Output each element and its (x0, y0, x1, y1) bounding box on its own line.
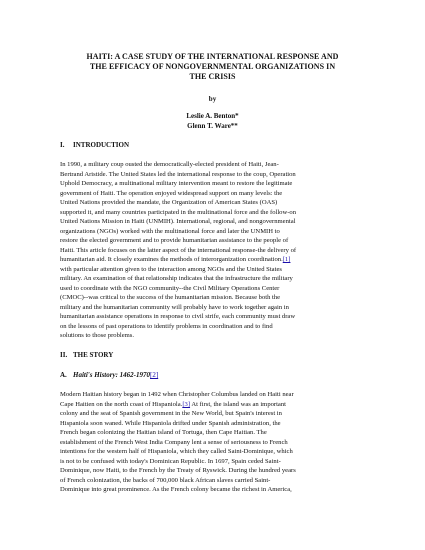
line-text: organizations (NGOs) worked with the multinational force and later the UNMIH to (60, 227, 280, 235)
text-line (60, 236, 370, 246)
line-text: United Nations Mission in Haiti (UNMIH). International, regional, and nongovernmental (60, 218, 296, 225)
line-text: is not to be confused with today's Dominican Republic. In 1697, Spain ceded Saint- (60, 457, 281, 465)
text-line (60, 217, 370, 227)
line-text: Haiti. This article focuses on the latter aspect of the international response-the delivery of (60, 246, 297, 254)
text-line (60, 303, 370, 313)
section-heading-story (60, 351, 113, 360)
text-line (60, 312, 370, 322)
section-number: I. (60, 141, 65, 149)
title-line: HAITI: A CASE STUDY OF THE INTERNATIONAL RESPONSE AND (86, 52, 339, 61)
line-text: United Nations provided the mandate, the Organization of American States (OAS) (60, 199, 278, 206)
intro-paragraph (60, 160, 370, 341)
text-line (60, 400, 370, 410)
line-text: Modern Haitian history began in 1492 when Christopher Columbus landed on Haiti near (60, 391, 294, 398)
story-paragraph (60, 390, 370, 495)
section-number: II. (60, 351, 68, 359)
line-text: restore the elected government and to provide humanitarian assistance to the people of (60, 237, 289, 244)
text-line (60, 284, 370, 294)
text-line (60, 447, 370, 457)
line-text: Hispaniola soon waned. While Hispaniola drifted under Spanish administration, the (60, 419, 281, 427)
text-line (60, 160, 370, 170)
line-text: solutions to those problems. (60, 332, 134, 339)
byline: by (208, 95, 217, 103)
text-line (60, 419, 370, 429)
text-line (60, 293, 370, 303)
text-line (60, 198, 370, 208)
line-text: of French colonization, the backs of 700,000 black African slaves carried Saint- (60, 476, 271, 484)
text-line (60, 227, 370, 237)
footnote-link[interactable]: [3] (182, 400, 191, 408)
text-line (60, 390, 370, 400)
line-text: supported it, and many countries participated in the multinational force and the follow-on (60, 208, 297, 216)
line-text: military. An examination of that relationship indicates that the infrastructure the military (60, 275, 293, 282)
line-text: military and the humanitarian community will probably have to work together again in (60, 303, 289, 311)
footnote-link[interactable]: [2] (150, 371, 159, 379)
text-line (60, 246, 370, 256)
author-name: Leslie A. Benton* (186, 112, 239, 120)
title-line: THE EFFICACY OF NONGOVERNMENTAL ORGANIZATIONS IN (89, 62, 336, 71)
author-name: Glenn T. Ware** (187, 122, 238, 130)
line-text: Uphold Democracy, a multinational military intervention meant to restore the legitimate (60, 180, 293, 187)
text-line (60, 322, 370, 332)
text-line (60, 274, 370, 284)
line-text: colony and the seat of Spanish government in the New World, but Spain's interest in (60, 410, 282, 417)
line-text: establishment of the French West India Company lent a sense of seriousness to French (60, 438, 288, 446)
section-label: THE STORY (73, 351, 114, 359)
subsection-letter: A. (60, 371, 67, 379)
paper-title (40, 52, 385, 82)
text-line (60, 428, 370, 438)
subsection-label: Haiti's History: 1462-1970 (73, 371, 150, 379)
line-text: humanitarian assistance operations in response to civil strife, each community must draw (60, 313, 296, 320)
line-text: In 1990, a military coup ousted the democratically-elected president of Haiti, Jean- (60, 161, 279, 168)
text-line (60, 485, 370, 495)
line-text: At first, the island was an important (190, 400, 286, 408)
line-text: French began colonizing the Haitian island of Tortuga, then Cape Haitian. The (60, 429, 267, 436)
line-text: Bertrand Aristide. The United States led the international response to the coup, Operation (60, 170, 296, 178)
line-text: Dominique, now Haiti, to the French by the Treaty of Ryswick. During the hundred years (60, 467, 296, 474)
text-line (60, 179, 370, 189)
line-text: Cape Haitien on the north coast of Hispaniola. (60, 400, 183, 408)
line-text: used to coordinate with the NGO community--the Civil Military Operations Center (60, 284, 280, 292)
footnote-link[interactable]: [1] (282, 256, 291, 263)
text-line (60, 331, 370, 341)
subsection-heading (60, 371, 158, 380)
line-text: intentions for the western half of Hispaniola, which they called Saint-Dominique, which (60, 448, 293, 455)
text-line (60, 189, 370, 199)
title-line: THE CRISIS (189, 72, 236, 81)
line-text: humanitarian aid. It closely examines the methods of interorganization coordination. (60, 256, 283, 263)
text-line (60, 265, 370, 275)
line-text: (CMOC)--was critical to the success of the humanitarian mission. Because both the (60, 294, 281, 301)
text-line (60, 457, 370, 467)
text-line (60, 409, 370, 419)
line-text: government of Haiti. The operation enjoyed widespread support on many levels: the (60, 189, 283, 197)
line-text: on the lessons of past operations to identify problems in coordination and to find (60, 322, 273, 330)
text-line (60, 476, 370, 486)
text-line (60, 208, 370, 218)
section-label: INTRODUCTION (73, 141, 130, 149)
text-line (60, 466, 370, 476)
line-text: with particular attention given to the interaction among NGOs and the United States (60, 265, 282, 273)
text-line (60, 438, 370, 448)
text-line (60, 170, 370, 180)
section-heading-introduction (60, 141, 129, 150)
text-line (60, 255, 370, 265)
line-text: Dominique into great prominence. As the French colony became the richest in America, (60, 486, 292, 493)
